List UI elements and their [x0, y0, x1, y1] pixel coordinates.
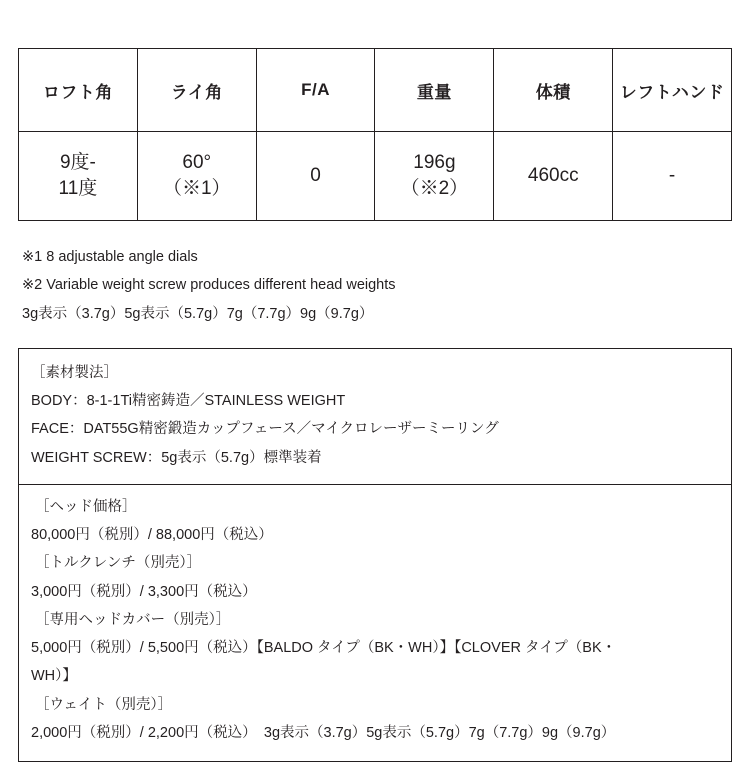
cell-loft-main: 9度- — [59, 152, 96, 174]
column-header-weight: 重量 — [375, 49, 494, 132]
material-weight-screw: WEIGHT SCREW：5g表示（5.7g）標準装着 — [31, 449, 322, 466]
weight-value: 2,000円（税別）/ 2,200円（税込） 3g表示（3.7g）5g表示（5.7g）7g（7.7g）9g（9.7g） — [31, 724, 616, 741]
column-header-volume: 体積 — [494, 49, 613, 132]
cell-weight-sub: （※2） — [400, 178, 469, 199]
material-heading: ［素材製法］ — [31, 364, 118, 381]
cell-loft-sub: 11度 — [58, 178, 98, 199]
cell-lefthand — [613, 132, 732, 221]
head-price-value: 80,000円（税別）/ 88,000円（税込） — [31, 527, 273, 544]
wrench-heading: ［トルクレンチ（別売）］ — [35, 555, 202, 572]
column-header-lefthand: レフトハンド — [613, 49, 732, 132]
cell-lefthand-main: - — [668, 165, 676, 187]
wrench-value: 3,000円（税別）/ 3,300円（税込） — [31, 583, 257, 600]
footnote-1: ※1 8 adjustable angle dials — [22, 249, 198, 265]
headcover-value: 5,000円（税別）/ 5,500円（税込）【BALDO タイプ（BK・WH）】【CLOVER タイプ（BK・ — [31, 640, 617, 657]
cell-lie-sub: （※1） — [162, 178, 231, 199]
footnote-2: ※2 Variable weight screw produces different head weights — [22, 277, 396, 294]
cell-lie-main: 60° — [182, 152, 212, 174]
headcover-heading: ［専用ヘッドカバー（別売）］ — [35, 611, 231, 628]
headcover-value-continued: WH）】 — [31, 668, 77, 685]
material-face: FACE：DAT55G精密鍛造カップフェース／マイクロレーザーミーリング — [31, 421, 499, 438]
cell-volume-main: 460cc — [527, 165, 579, 187]
cell-volume — [494, 132, 613, 221]
material-box — [18, 348, 732, 484]
cell-lie — [137, 132, 256, 221]
column-header-lie: ライ角 — [137, 49, 256, 132]
column-header-loft: ロフト角 — [19, 49, 138, 132]
cell-loft — [19, 132, 138, 221]
price-box — [18, 484, 732, 762]
table-row — [19, 132, 732, 221]
spec-table — [18, 48, 732, 221]
footnotes — [18, 243, 732, 328]
weight-heading: ［ウェイト（別売）］ — [35, 696, 173, 713]
cell-fa — [256, 132, 375, 221]
material-body: BODY：8-1-1Ti精密鋳造／STAINLESS WEIGHT — [31, 393, 346, 410]
head-price-heading: ［ヘッド価格］ — [35, 498, 137, 515]
footnote-3: 3g表示（3.7g）5g表示（5.7g）7g（7.7g）9g（9.7g） — [22, 305, 374, 322]
cell-weight-main: 196g — [413, 152, 456, 174]
cell-weight — [375, 132, 494, 221]
table-header-row — [19, 49, 732, 132]
cell-fa-main: 0 — [310, 165, 321, 187]
column-header-fa: F/A — [256, 49, 375, 132]
